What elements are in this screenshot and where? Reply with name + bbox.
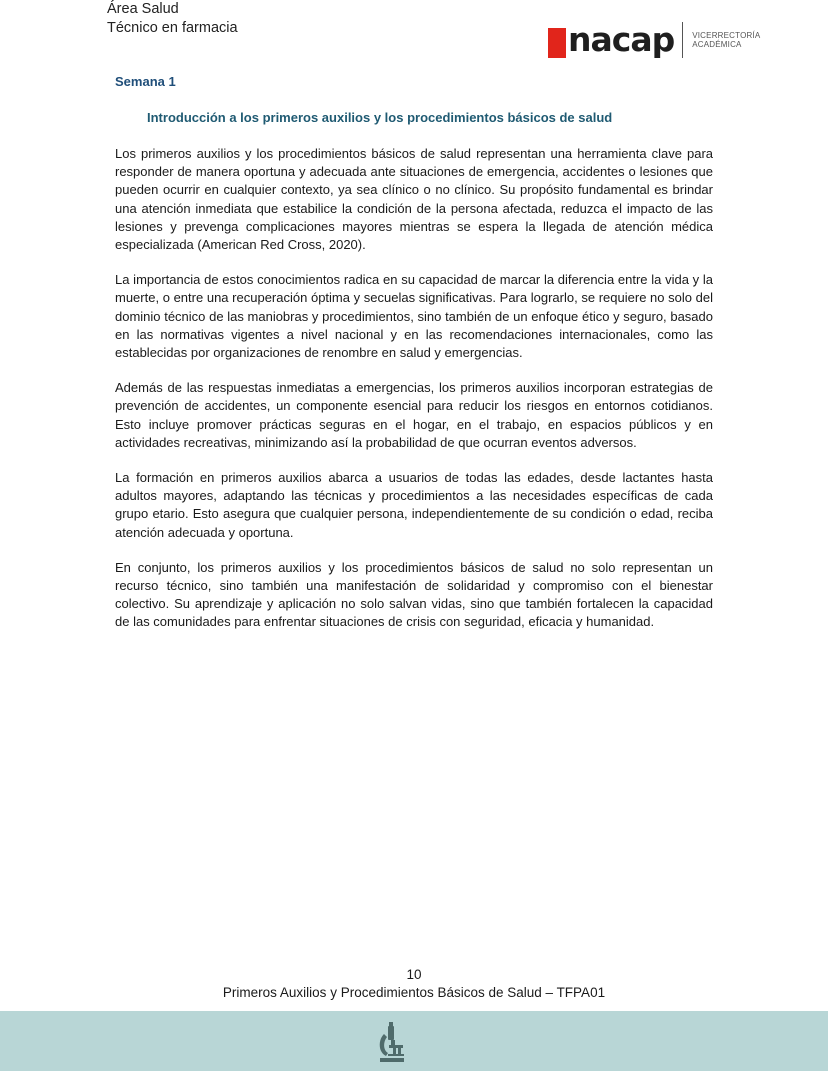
page-number: 10: [406, 967, 422, 982]
footer-band: [0, 1011, 828, 1071]
logo-red-mark-icon: [548, 28, 566, 58]
footer-course-title: Primeros Auxilios y Procedimientos Básicos de Salud – TFPA01: [222, 985, 606, 1000]
paragraph: La importancia de estos conocimientos radica en su capacidad de marcar la diferencia entre la vida y la muerte, o entre una recuperación óptima y secuelas significativas. Para lograrlo, se requiere no solo del dominio técnico de las maniobras y procedimientos, sino también de un enfoque ético y seguro, basado en las normativas vigentes a nivel nacional y en las recomendaciones internacionales, como las establecidas por organizaciones de renombre en salud y emergencias.: [115, 272, 713, 361]
paragraph: En conjunto, los primeros auxilios y los procedimientos básicos de salud no solo representan un recurso técnico, sino también una manifestación de solidaridad y compromiso con el bienestar colectivo. Su aprendizaje y aplicación no solo salvan vidas, sino que también fortalecen la capacidad de las comunidades para enfrentar situaciones de crisis con seguridad, eficacia y humanidad.: [115, 559, 713, 630]
logo-subtitle-line2: ACADÉMICA: [692, 40, 742, 49]
body-text: [115, 145, 713, 649]
section-title: Introducción a los primeros auxilios y los procedimientos básicos de salud: [147, 110, 613, 125]
inacap-logo: [548, 18, 760, 62]
program-label: Técnico en farmacia: [107, 20, 238, 36]
logo-wordmark: nacap: [568, 20, 675, 59]
paragraph: Los primeros auxilios y los procedimientos básicos de salud representan una herramienta clave para responder de manera oportuna y adecuada ante situaciones de emergencia, accidentes o lesiones que pueden ocurrir en cualquier contexto, ya sea clínico o no clínico. Su propósito fundamental es brindar una atención inmediata que estabilice la condición de la persona afectada, reduzca el impacto de las lesiones y prevenga complicaciones mayores mientras se espera la llegada de atención médica especializada (American Red Cross, 2020).: [115, 146, 713, 253]
logo-subtitle: [692, 31, 760, 49]
week-heading: Semana 1: [115, 74, 176, 89]
microscope-icon: [376, 1020, 406, 1066]
area-label: Área Salud: [107, 1, 179, 17]
paragraph: La formación en primeros auxilios abarca a usuarios de todas las edades, desde lactantes hasta adultos mayores, adaptando las técnicas y procedimientos a las necesidades específicas de cada grupo etario. Esto asegura que cualquier persona, independientemente de su condición o edad, reciba atención adecuada y oportuna.: [115, 470, 713, 540]
paragraph: Además de las respuestas inmediatas a emergencias, los primeros auxilios incorporan estrategias de prevención de accidentes, un componente esencial para reducir los riesgos en entornos cotidianos. Esto incluye promover prácticas seguras en el hogar, en el trabajo, en espacios públicos y en actividades recreativas, minimizando así la probabilidad de que ocurran eventos adversos.: [115, 380, 713, 450]
logo-subtitle-line1: VICERRECTORÍA: [692, 31, 761, 40]
header-left: [107, 0, 238, 38]
logo-divider: [682, 22, 683, 58]
